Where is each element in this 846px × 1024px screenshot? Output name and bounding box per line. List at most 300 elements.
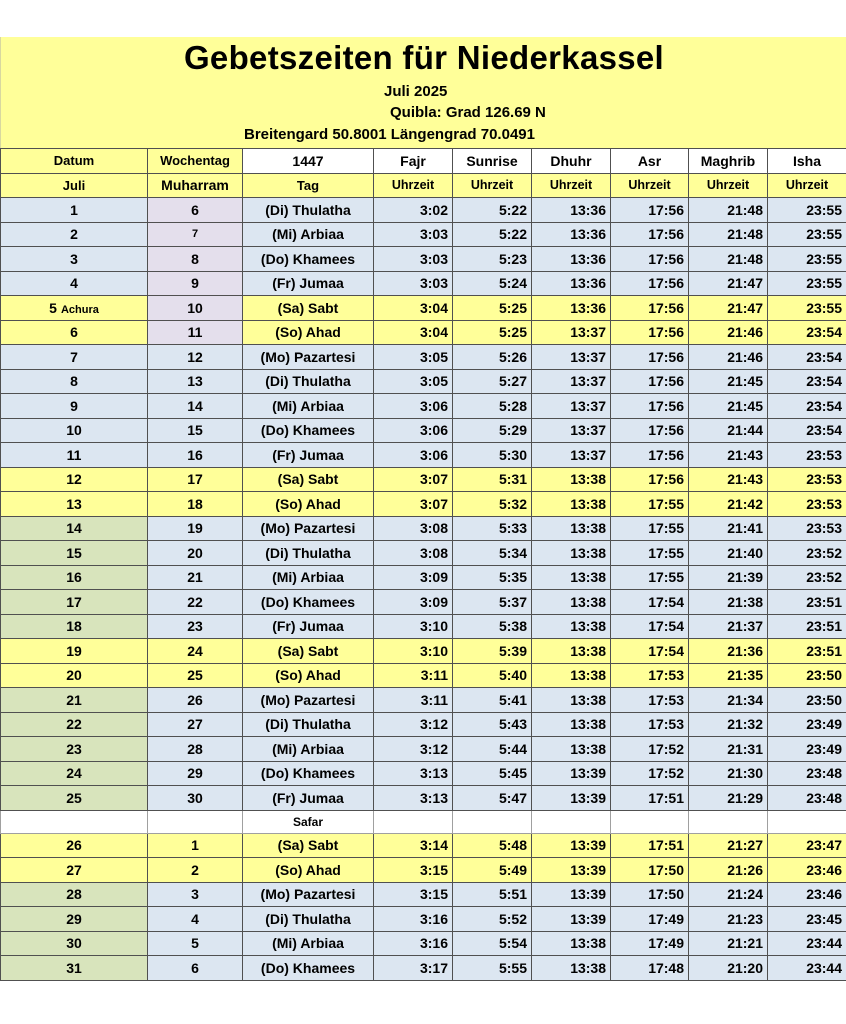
fajr-time-cell: 3:10 — [374, 614, 453, 639]
table-row — [1, 247, 846, 272]
hijri-day-cell: 13 — [148, 369, 243, 394]
isha-time-cell: 23:50 — [768, 663, 846, 688]
asr-time-cell: 17:51 — [611, 833, 689, 858]
fajr-time-cell: 3:17 — [374, 956, 453, 981]
sunrise-time-cell: 5:37 — [453, 590, 532, 615]
maghrib-time-cell: 21:29 — [689, 786, 768, 811]
table-row — [1, 882, 846, 907]
table-row — [1, 369, 846, 394]
asr-time-cell: 17:54 — [611, 590, 689, 615]
weekday-cell: (Fr) Jumaa — [243, 786, 374, 811]
maghrib-time-cell: 21:38 — [689, 590, 768, 615]
sunrise-time-cell: 5:52 — [453, 907, 532, 932]
sunrise-time-cell: 5:22 — [453, 198, 532, 223]
maghrib-time-cell: 21:20 — [689, 956, 768, 981]
date-cell — [1, 833, 148, 858]
date-note: Achura — [60, 303, 99, 316]
col-header-datum: Datum — [1, 149, 148, 174]
weekday-cell: (Sa) Sabt — [243, 467, 374, 492]
asr-time-cell: 17:54 — [611, 639, 689, 664]
isha-time-cell: 23:52 — [768, 565, 846, 590]
sheet-header — [0, 37, 846, 148]
prayer-times-table — [0, 148, 846, 981]
asr-time-cell: 17:50 — [611, 858, 689, 883]
weekday-cell: (Di) Thulatha — [243, 369, 374, 394]
weekday-cell: (Do) Khamees — [243, 247, 374, 272]
sunrise-time-cell: 5:43 — [453, 712, 532, 737]
date-value: 5 — [49, 299, 57, 316]
maghrib-time-cell: 21:43 — [689, 443, 768, 468]
weekday-cell: (Sa) Sabt — [243, 639, 374, 664]
asr-time-cell: 17:54 — [611, 614, 689, 639]
isha-time-cell: 23:50 — [768, 688, 846, 713]
isha-time-cell: 23:55 — [768, 198, 846, 223]
isha-time-cell: 23:53 — [768, 516, 846, 541]
isha-time-cell: 23:48 — [768, 786, 846, 811]
date-value: 30 — [66, 935, 82, 952]
fajr-time-cell: 3:06 — [374, 394, 453, 419]
date-cell — [1, 198, 148, 223]
date-cell — [1, 712, 148, 737]
hijri-day-cell: 1 — [148, 833, 243, 858]
isha-time-cell: 23:49 — [768, 712, 846, 737]
hijri-day-cell: 8 — [148, 247, 243, 272]
asr-time-cell: 17:53 — [611, 712, 689, 737]
hijri-day-cell: 10 — [148, 296, 243, 321]
weekday-cell: (Di) Thulatha — [243, 198, 374, 223]
empty-cell — [374, 810, 453, 833]
fajr-time-cell: 3:05 — [374, 369, 453, 394]
date-value: 16 — [66, 569, 82, 586]
isha-time-cell: 23:46 — [768, 882, 846, 907]
maghrib-time-cell: 21:42 — [689, 492, 768, 517]
empty-cell — [532, 810, 611, 833]
asr-time-cell: 17:52 — [611, 737, 689, 762]
col-subheader-uhrzeit: Uhrzeit — [453, 173, 532, 198]
date-cell — [1, 663, 148, 688]
table-row — [1, 492, 846, 517]
asr-time-cell: 17:49 — [611, 907, 689, 932]
sunrise-time-cell: 5:48 — [453, 833, 532, 858]
maghrib-time-cell: 21:35 — [689, 663, 768, 688]
table-row — [1, 907, 846, 932]
empty-cell — [453, 810, 532, 833]
table-row — [1, 296, 846, 321]
fajr-time-cell: 3:08 — [374, 541, 453, 566]
sunrise-time-cell: 5:27 — [453, 369, 532, 394]
date-value: 18 — [66, 618, 82, 635]
date-value: 26 — [66, 837, 82, 854]
table-row — [1, 198, 846, 223]
date-cell — [1, 786, 148, 811]
date-cell — [1, 369, 148, 394]
isha-time-cell: 23:46 — [768, 858, 846, 883]
empty-cell — [611, 810, 689, 833]
sunrise-time-cell: 5:29 — [453, 418, 532, 443]
weekday-cell: (Di) Thulatha — [243, 907, 374, 932]
date-value: 13 — [66, 495, 82, 512]
date-cell — [1, 247, 148, 272]
isha-time-cell: 23:53 — [768, 443, 846, 468]
col-header-fajr: Fajr — [374, 149, 453, 174]
date-cell — [1, 418, 148, 443]
sunrise-time-cell: 5:33 — [453, 516, 532, 541]
dhuhr-time-cell: 13:39 — [532, 761, 611, 786]
col-subheader-tag: Tag — [243, 173, 374, 198]
dhuhr-time-cell: 13:36 — [532, 198, 611, 223]
sunrise-time-cell: 5:23 — [453, 247, 532, 272]
isha-time-cell: 23:48 — [768, 761, 846, 786]
date-value: 7 — [70, 348, 78, 365]
date-cell — [1, 907, 148, 932]
hijri-day-cell: 6 — [148, 956, 243, 981]
maghrib-time-cell: 21:45 — [689, 369, 768, 394]
table-row — [1, 614, 846, 639]
date-value: 6 — [70, 324, 78, 341]
fajr-time-cell: 3:12 — [374, 737, 453, 762]
weekday-cell: (Fr) Jumaa — [243, 614, 374, 639]
col-subheader-uhrzeit: Uhrzeit — [768, 173, 846, 198]
col-subheader-hijri-month: Muharram — [148, 173, 243, 198]
maghrib-time-cell: 21:34 — [689, 688, 768, 713]
isha-time-cell: 23:53 — [768, 467, 846, 492]
date-cell — [1, 443, 148, 468]
table-row — [1, 786, 846, 811]
dhuhr-time-cell: 13:38 — [532, 590, 611, 615]
dhuhr-time-cell: 13:36 — [532, 296, 611, 321]
col-header-sunrise: Sunrise — [453, 149, 532, 174]
fajr-time-cell: 3:06 — [374, 418, 453, 443]
table-row — [1, 418, 846, 443]
hijri-day-cell: 3 — [148, 882, 243, 907]
sunrise-time-cell: 5:35 — [453, 565, 532, 590]
fajr-time-cell: 3:13 — [374, 761, 453, 786]
dhuhr-time-cell: 13:38 — [532, 956, 611, 981]
date-value: 20 — [66, 667, 82, 684]
table-row — [1, 222, 846, 247]
hijri-day-cell: 16 — [148, 443, 243, 468]
asr-time-cell: 17:56 — [611, 222, 689, 247]
weekday-cell: (So) Ahad — [243, 320, 374, 345]
dhuhr-time-cell: 13:38 — [532, 614, 611, 639]
asr-time-cell: 17:55 — [611, 516, 689, 541]
hijri-day-cell: 26 — [148, 688, 243, 713]
isha-time-cell: 23:51 — [768, 639, 846, 664]
sunrise-time-cell: 5:30 — [453, 443, 532, 468]
table-row — [1, 345, 846, 370]
asr-time-cell: 17:50 — [611, 882, 689, 907]
date-value: 22 — [66, 716, 82, 733]
asr-time-cell: 17:56 — [611, 467, 689, 492]
weekday-cell: (Sa) Sabt — [243, 833, 374, 858]
maghrib-time-cell: 21:21 — [689, 931, 768, 956]
dhuhr-time-cell: 13:38 — [532, 737, 611, 762]
col-subheader-uhrzeit: Uhrzeit — [689, 173, 768, 198]
dhuhr-time-cell: 13:38 — [532, 688, 611, 713]
table-row — [1, 956, 846, 981]
dhuhr-time-cell: 13:38 — [532, 467, 611, 492]
date-value: 17 — [66, 593, 82, 610]
col-header-dhuhr: Dhuhr — [532, 149, 611, 174]
asr-time-cell: 17:56 — [611, 345, 689, 370]
sunrise-time-cell: 5:54 — [453, 931, 532, 956]
empty-cell — [1, 810, 148, 833]
table-row — [1, 663, 846, 688]
isha-time-cell: 23:52 — [768, 541, 846, 566]
fajr-time-cell: 3:14 — [374, 833, 453, 858]
date-cell — [1, 737, 148, 762]
date-value: 21 — [66, 691, 82, 708]
prayer-times-sheet — [0, 37, 846, 981]
date-cell — [1, 467, 148, 492]
dhuhr-time-cell: 13:38 — [532, 565, 611, 590]
date-cell — [1, 688, 148, 713]
date-cell — [1, 956, 148, 981]
maghrib-time-cell: 21:48 — [689, 247, 768, 272]
sunrise-time-cell: 5:47 — [453, 786, 532, 811]
dhuhr-time-cell: 13:37 — [532, 394, 611, 419]
hijri-day-cell: 28 — [148, 737, 243, 762]
weekday-cell: (Do) Khamees — [243, 590, 374, 615]
sunrise-time-cell: 5:22 — [453, 222, 532, 247]
sunrise-time-cell: 5:24 — [453, 271, 532, 296]
hijri-day-cell: 20 — [148, 541, 243, 566]
fajr-time-cell: 3:07 — [374, 467, 453, 492]
sunrise-time-cell: 5:26 — [453, 345, 532, 370]
weekday-cell: (Fr) Jumaa — [243, 443, 374, 468]
isha-time-cell: 23:44 — [768, 931, 846, 956]
dhuhr-time-cell: 13:36 — [532, 247, 611, 272]
isha-time-cell: 23:47 — [768, 833, 846, 858]
hijri-day-cell: 9 — [148, 271, 243, 296]
dhuhr-time-cell: 13:38 — [532, 663, 611, 688]
weekday-cell: (Do) Khamees — [243, 761, 374, 786]
dhuhr-time-cell: 13:38 — [532, 541, 611, 566]
fajr-time-cell: 3:08 — [374, 516, 453, 541]
isha-time-cell: 23:49 — [768, 737, 846, 762]
date-value: 27 — [66, 861, 82, 878]
fajr-time-cell: 3:07 — [374, 492, 453, 517]
asr-time-cell: 17:56 — [611, 296, 689, 321]
maghrib-time-cell: 21:23 — [689, 907, 768, 932]
isha-time-cell: 23:51 — [768, 614, 846, 639]
table-row — [1, 688, 846, 713]
fajr-time-cell: 3:04 — [374, 320, 453, 345]
isha-time-cell: 23:45 — [768, 907, 846, 932]
date-value: 11 — [66, 446, 82, 463]
weekday-cell: (Mi) Arbiaa — [243, 394, 374, 419]
dhuhr-time-cell: 13:39 — [532, 786, 611, 811]
date-cell — [1, 492, 148, 517]
dhuhr-time-cell: 13:37 — [532, 320, 611, 345]
maghrib-time-cell: 21:31 — [689, 737, 768, 762]
isha-time-cell: 23:44 — [768, 956, 846, 981]
maghrib-time-cell: 21:43 — [689, 467, 768, 492]
maghrib-time-cell: 21:47 — [689, 296, 768, 321]
fajr-time-cell: 3:12 — [374, 712, 453, 737]
weekday-cell: (Mi) Arbiaa — [243, 222, 374, 247]
sunrise-time-cell: 5:32 — [453, 492, 532, 517]
page-title: Gebetszeiten für Niederkassel — [183, 39, 665, 76]
asr-time-cell: 17:55 — [611, 565, 689, 590]
asr-time-cell: 17:48 — [611, 956, 689, 981]
sunrise-time-cell: 5:55 — [453, 956, 532, 981]
hijri-day-cell: 11 — [148, 320, 243, 345]
asr-time-cell: 17:56 — [611, 443, 689, 468]
weekday-cell: (So) Ahad — [243, 858, 374, 883]
empty-cell — [689, 810, 768, 833]
dhuhr-time-cell: 13:37 — [532, 369, 611, 394]
table-row — [1, 590, 846, 615]
hijri-day-cell: 12 — [148, 345, 243, 370]
isha-time-cell: 23:55 — [768, 247, 846, 272]
hijri-day-cell: 21 — [148, 565, 243, 590]
dhuhr-time-cell: 13:36 — [532, 271, 611, 296]
maghrib-time-cell: 21:26 — [689, 858, 768, 883]
date-cell — [1, 271, 148, 296]
sunrise-time-cell: 5:34 — [453, 541, 532, 566]
maghrib-time-cell: 21:40 — [689, 541, 768, 566]
maghrib-time-cell: 21:27 — [689, 833, 768, 858]
fajr-time-cell: 3:16 — [374, 931, 453, 956]
isha-time-cell: 23:55 — [768, 296, 846, 321]
weekday-cell: (Mo) Pazartesi — [243, 516, 374, 541]
date-cell — [1, 345, 148, 370]
isha-time-cell: 23:53 — [768, 492, 846, 517]
maghrib-time-cell: 21:37 — [689, 614, 768, 639]
maghrib-time-cell: 21:41 — [689, 516, 768, 541]
asr-time-cell: 17:56 — [611, 369, 689, 394]
table-row — [1, 320, 846, 345]
col-header-maghrib: Maghrib — [689, 149, 768, 174]
isha-time-cell: 23:54 — [768, 320, 846, 345]
weekday-cell: (So) Ahad — [243, 663, 374, 688]
table-row — [1, 565, 846, 590]
sunrise-time-cell: 5:25 — [453, 320, 532, 345]
dhuhr-time-cell: 13:37 — [532, 345, 611, 370]
date-value: 9 — [70, 397, 78, 414]
date-value: 1 — [70, 201, 78, 218]
maghrib-time-cell: 21:46 — [689, 345, 768, 370]
dhuhr-time-cell: 13:37 — [532, 443, 611, 468]
dhuhr-time-cell: 13:38 — [532, 639, 611, 664]
dhuhr-time-cell: 13:37 — [532, 418, 611, 443]
maghrib-time-cell: 21:30 — [689, 761, 768, 786]
fajr-time-cell: 3:03 — [374, 222, 453, 247]
fajr-time-cell: 3:10 — [374, 639, 453, 664]
isha-time-cell: 23:55 — [768, 271, 846, 296]
dhuhr-time-cell: 13:38 — [532, 516, 611, 541]
asr-time-cell: 17:56 — [611, 394, 689, 419]
quibla-line: Quibla: Grad 126.69 N — [390, 104, 546, 121]
asr-time-cell: 17:52 — [611, 761, 689, 786]
date-cell — [1, 614, 148, 639]
fajr-time-cell: 3:11 — [374, 663, 453, 688]
empty-cell — [148, 810, 243, 833]
maghrib-time-cell: 21:48 — [689, 198, 768, 223]
date-value: 14 — [66, 520, 82, 537]
hijri-day-cell: 23 — [148, 614, 243, 639]
date-value: 28 — [66, 886, 82, 903]
dhuhr-time-cell: 13:39 — [532, 882, 611, 907]
weekday-cell: (Mo) Pazartesi — [243, 688, 374, 713]
date-value: 12 — [66, 471, 82, 488]
table-row — [1, 761, 846, 786]
sunrise-time-cell: 5:31 — [453, 467, 532, 492]
coordinates-line: Breitengard 50.8001 Längengrad 70.0491 — [244, 126, 535, 143]
fajr-time-cell: 3:02 — [374, 198, 453, 223]
dhuhr-time-cell: 13:39 — [532, 858, 611, 883]
asr-time-cell: 17:56 — [611, 418, 689, 443]
date-cell — [1, 565, 148, 590]
weekday-cell: (Mo) Pazartesi — [243, 345, 374, 370]
table-row — [1, 394, 846, 419]
date-cell — [1, 931, 148, 956]
isha-time-cell: 23:55 — [768, 222, 846, 247]
fajr-time-cell: 3:16 — [374, 907, 453, 932]
hijri-day-cell: 6 — [148, 198, 243, 223]
fajr-time-cell: 3:09 — [374, 565, 453, 590]
dhuhr-time-cell: 13:39 — [532, 833, 611, 858]
sunrise-time-cell: 5:39 — [453, 639, 532, 664]
dhuhr-time-cell: 13:38 — [532, 931, 611, 956]
hijri-day-cell: 18 — [148, 492, 243, 517]
asr-time-cell: 17:56 — [611, 198, 689, 223]
hijri-month-change-row — [1, 810, 846, 833]
sunrise-time-cell: 5:38 — [453, 614, 532, 639]
date-value: 8 — [70, 373, 78, 390]
date-cell — [1, 296, 148, 321]
hijri-day-cell: 2 — [148, 858, 243, 883]
date-value: 15 — [66, 544, 82, 561]
date-cell — [1, 394, 148, 419]
table-row — [1, 516, 846, 541]
weekday-cell: (Sa) Sabt — [243, 296, 374, 321]
hijri-day-cell: 7 — [148, 222, 243, 247]
date-value: 29 — [66, 910, 82, 927]
header-row-2 — [1, 173, 846, 198]
month-line: Juli 2025 — [384, 83, 448, 100]
asr-time-cell: 17:53 — [611, 688, 689, 713]
dhuhr-time-cell: 13:38 — [532, 712, 611, 737]
weekday-cell: (So) Ahad — [243, 492, 374, 517]
dhuhr-time-cell: 13:38 — [532, 492, 611, 517]
date-cell — [1, 222, 148, 247]
sunrise-time-cell: 5:44 — [453, 737, 532, 762]
hijri-day-cell: 22 — [148, 590, 243, 615]
hijri-day-cell: 24 — [148, 639, 243, 664]
isha-time-cell: 23:54 — [768, 369, 846, 394]
weekday-cell: (Mi) Arbiaa — [243, 931, 374, 956]
weekday-cell: (Mi) Arbiaa — [243, 565, 374, 590]
asr-time-cell: 17:55 — [611, 492, 689, 517]
date-cell — [1, 639, 148, 664]
sunrise-time-cell: 5:45 — [453, 761, 532, 786]
sunrise-time-cell: 5:49 — [453, 858, 532, 883]
hijri-day-cell: 19 — [148, 516, 243, 541]
sunrise-time-cell: 5:25 — [453, 296, 532, 321]
empty-cell — [768, 810, 846, 833]
fajr-time-cell: 3:06 — [374, 443, 453, 468]
hijri-day-cell: 14 — [148, 394, 243, 419]
asr-time-cell: 17:51 — [611, 786, 689, 811]
fajr-time-cell: 3:03 — [374, 271, 453, 296]
table-row — [1, 541, 846, 566]
weekday-cell: (Di) Thulatha — [243, 541, 374, 566]
asr-time-cell: 17:56 — [611, 320, 689, 345]
hijri-day-cell: 25 — [148, 663, 243, 688]
date-value: 24 — [66, 765, 82, 782]
